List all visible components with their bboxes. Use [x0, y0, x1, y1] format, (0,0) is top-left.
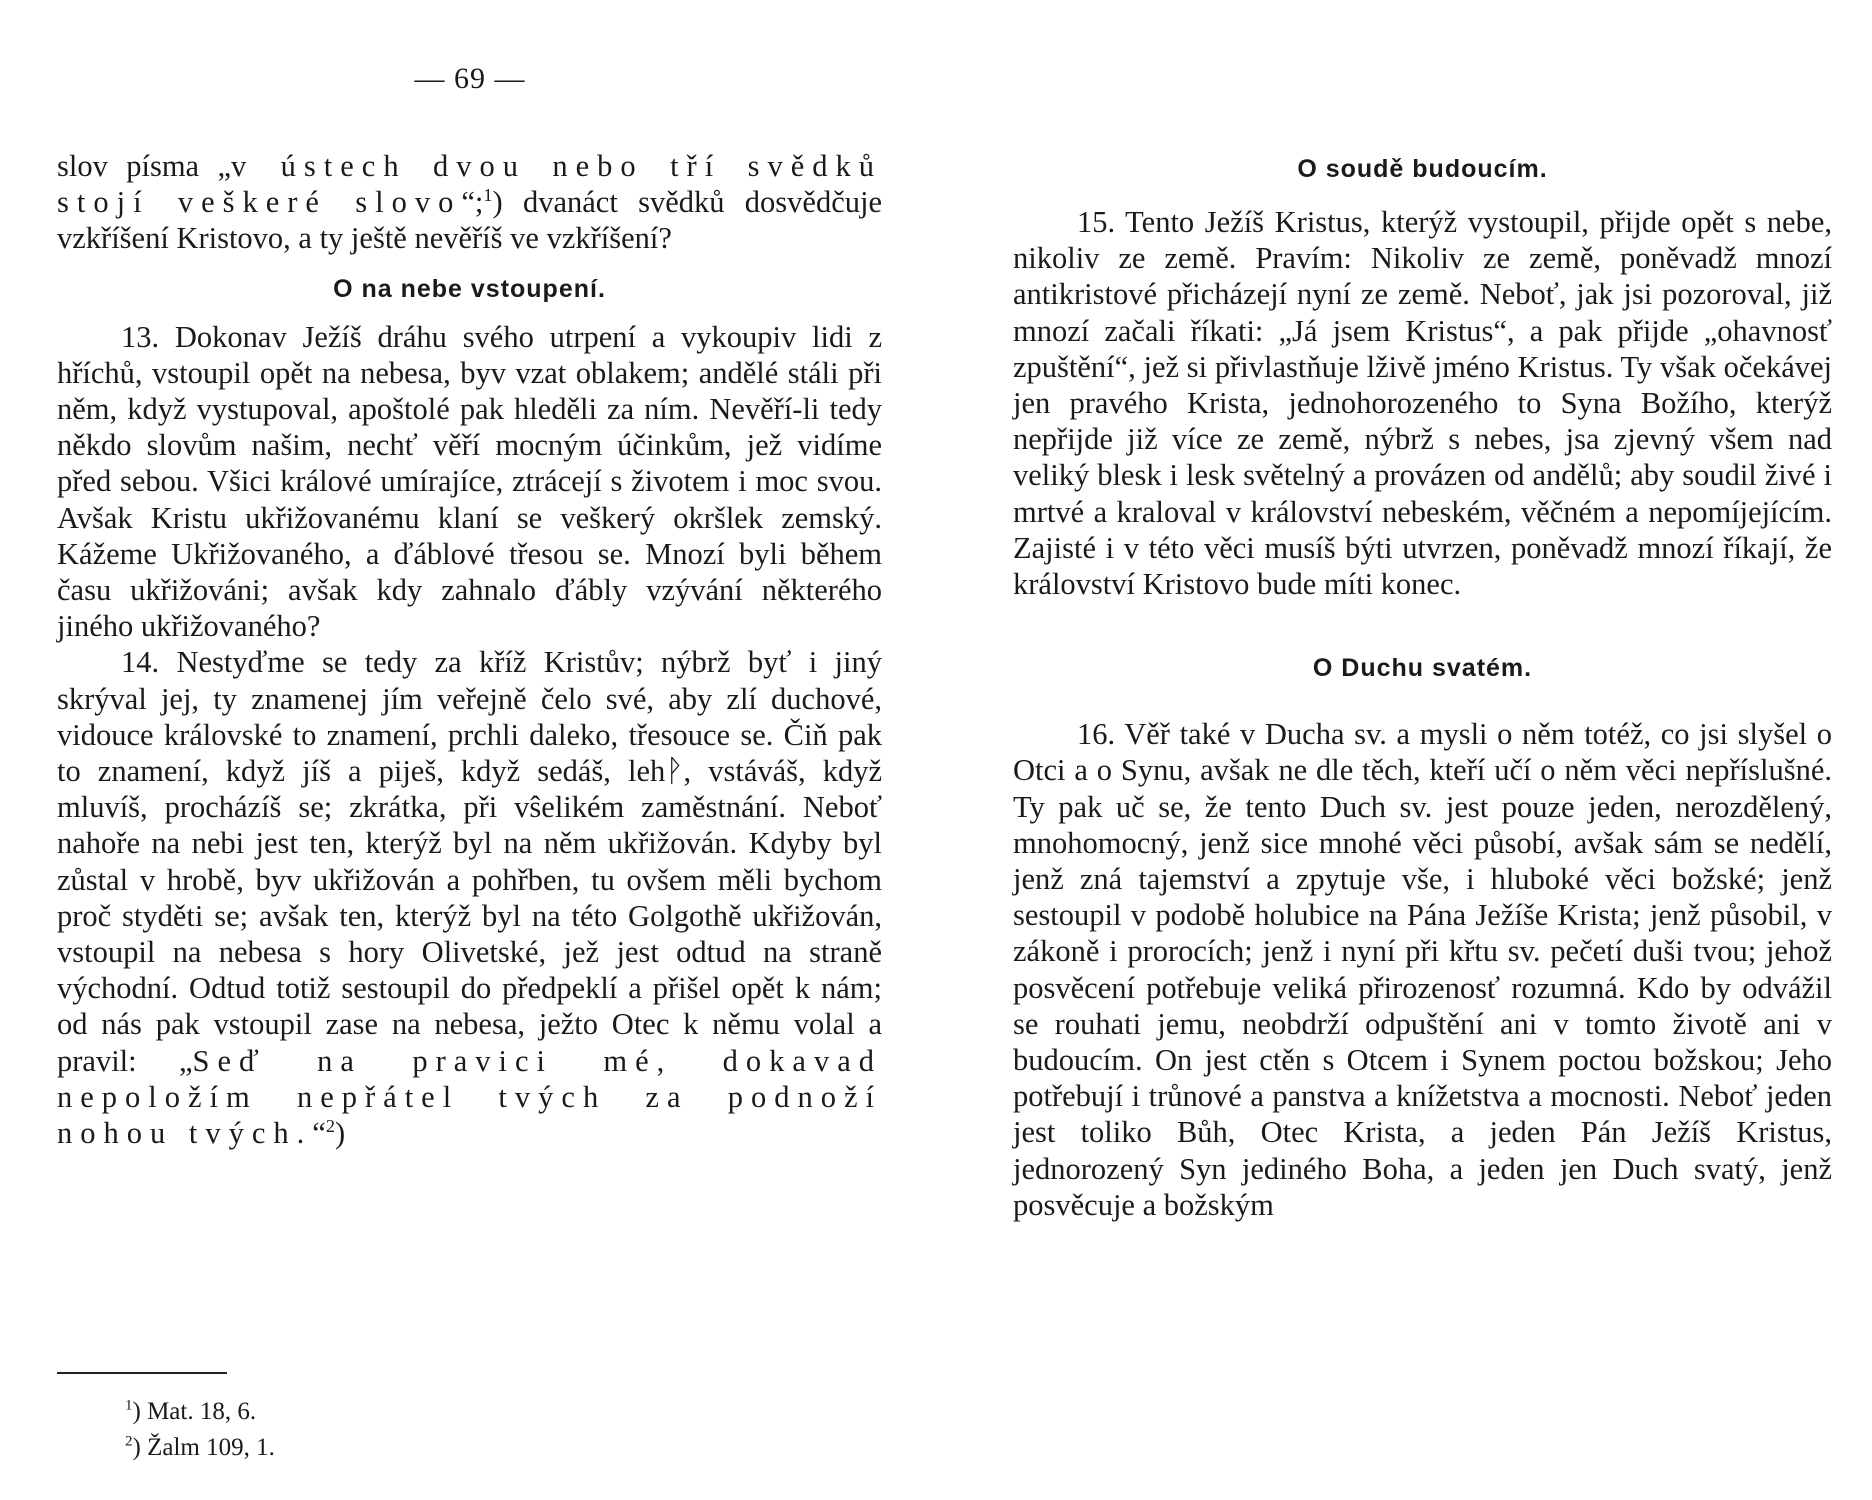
paragraph-13: 13. Dokonav Ježíš dráhu svého utrpení a vykoupiv lidi z hříchů, vstoupil opět na nebesa, byv vzat oblakem; andělé stáli při něm, když vystupoval, apoštolé pak hleděli za ním. Nevěří-li tedy někdo slovům našim, nechť věří mocným účinkům, jež vidíme před sebou. Všici králové umírajíce, ztrácejí s životem i moc svou. Avšak Kristu ukřižovanému klaní se veškerý okršlek zemský. Kážeme Ukřižovaného, a ďáblové třesou se. Mnozí byli během času ukřižováni; avšak kdy zahnalo ďábly vzývání některého jiného ukřižovaného? — [57, 319, 882, 644]
footnotes — [125, 1394, 275, 1466]
left-column — [57, 148, 882, 1151]
section-heading-ascension: O na nebe vstoupení. — [333, 274, 606, 303]
spaced-quote: v ústech dvou nebo tří svědků stojí veškeré slovo — [57, 149, 882, 220]
paragraph-14: 14. Nestyďme se tedy za kříž Kristův; nýbrž byť i jiný skrýval jej, ty znamenej jím veřejně čelo své, aby zlí duchové, vidouce královské to znamení, prchli daleko, třesouce se. Čiň pak to znamení, když jíš a piješ, když sedáš, lehᚹ, vstáváš, když mluvíš, procházíš se; zkrátka, při vŝelikém zaměstnání. Neboť nahoře na nebi jest ten, kterýž byl na něm ukřižován. Kdyby byl zůstal v hrobě, byv ukřižován a pohřben, tu ovšem měli bychom proč styděti se; avšak ten, kterýž byl na této Golgothě ukřižován, vstoupil na nebesa s hory Olivetské, jež jest odtud na straně východní. Odtud totiž sestoupil do předpeklí a přišel opět k nám; od nás pak vstoupil zase na nebesa, ježto Otec k němu volal a pravil: „Seď na pravici mé, dokavad nepoložím nepřátel tvých za podnoží nohou tvých.“$^2$) — [57, 645, 882, 1151]
footnote-2: $^2$) Žalm 109, 1. — [125, 1433, 275, 1461]
page-number: — 69 — — [414, 62, 526, 95]
paragraph-16: 16. Věř také v Ducha sv. a mysli o něm totéž, co jsi slyšel o Otci a o Synu, avšak ne dle těch, kteří učí o něm věci nepříslušné. Ty pak uč se, že tento Duch sv. jest pouze jeden, nerozdělený, mnohomocný, jenž sice mnohé věci působí, avšak sám se nedělí, jenž zná tajemství a zpytuje vše, i hluboké věci božské; jenž sestoupil v podobě holubice na Pána Ježíše Krista; jenž působil, v zákoně i prorocích; jenž i nyní při křtu sv. pečetí duši tvou; jehož posvěcení potřebuje veliká přirozenosť rozumná. Kdo by odvážil se rouhati jemu, neobdrží odpuštění ani v tomto životě ani v budoucím. On jest ctěn s Otcem i Synem poctou božskou; Jeho potřebují i trůnové a panstva a knížetstva a mocnosti. Neboť jeden jest toliko Bůh, Otec Krista, a jeden Pán Ježíš Kristus, jednorozený Syn jediného Boha, a jeden jen Duch svatý, jenž posvěcuje a božským — [1013, 717, 1832, 1222]
spaced-quote: Seď na pravici mé, dokavad nepoložím nepřátel tvých za podnoží nohou tvých. — [57, 1043, 882, 1151]
footnote-ref-1: 1 — [483, 185, 493, 206]
footnote-ref-2: 2 — [325, 1115, 335, 1136]
paragraph-continuation: slov písma „v ústech dvou nebo tří svědků stojí veškeré slovo“;$^1$) dvanáct svědků dosvědčuje vzkříšení Kristovo, a ty ještě nevěříš ve vzkříšení? — [57, 149, 882, 256]
section-heading-judgment: O soudě budoucím. — [1297, 155, 1548, 183]
paragraph-15: 15. Tento Ježíš Kristus, kterýž vystoupil, přijde opět s nebe, nikoliv ze země. Pravím: Nikoliv ze země, poněvadž mnozí antikristové přicházejí nyní ze země. Neboť, jak jsi pozoroval, již mnozí začali říkati: „Já jsem Kristus“, a pak přijde „ohavnosť zpuštění“, jež si přivlastňuje lživě jméno Kristus. Ty však očekávej jen pravého Krista, jednohorozeného to Syna Božího, kterýž nepřijde již více ze země, nýbrž s nebes, jsa zjevný všem nad veliký blesk i lesk světelný a provázen od andělů; aby soudil živé i mrtvé a kraloval v království nebeském, věčném a nepomíjejícím. Zajisté i v této věci musíš býti utvrzen, poněvadž mnozí říkají, že království Kristovo bude míti konec. — [1013, 205, 1832, 602]
footnote-divider — [57, 1372, 227, 1374]
section-heading-holy-spirit: O Duchu svatém. — [1312, 654, 1533, 683]
right-column — [1013, 152, 1832, 1223]
footnote-1: $^1$) Mat. 18, 6. — [125, 1397, 257, 1425]
